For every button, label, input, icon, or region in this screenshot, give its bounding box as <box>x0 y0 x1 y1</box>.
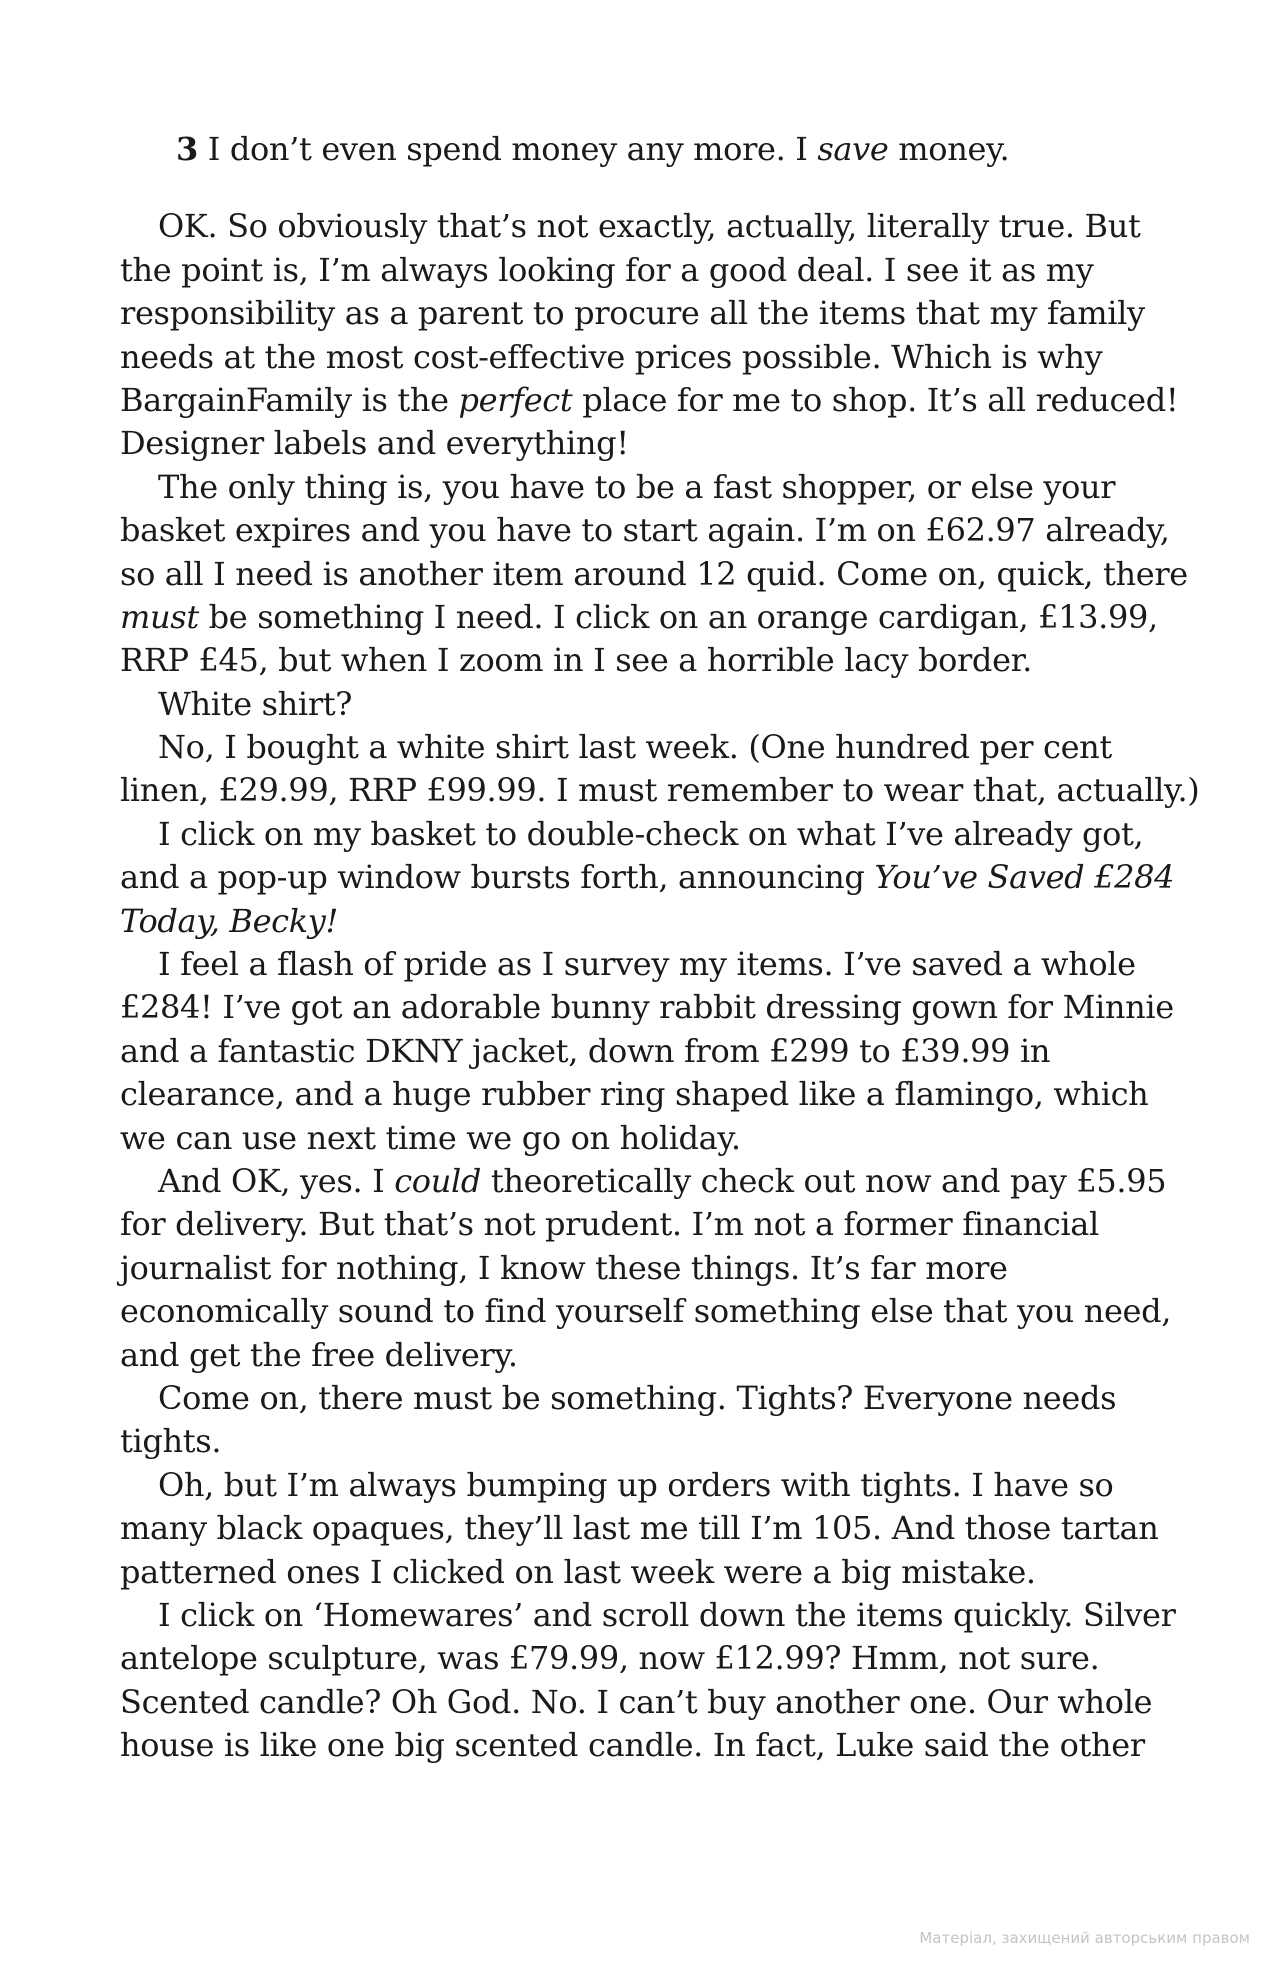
text-segment: Oh, but I’m always bumping up orders with tights. I have so <box>158 1465 1114 1504</box>
text-segment: Come on, there must be something. Tights? Everyone needs <box>158 1378 1117 1417</box>
text-line <box>120 1377 1150 1420</box>
text-line <box>120 856 1175 899</box>
text-segment: and a pop-up window bursts forth, announcing <box>120 858 875 897</box>
text-line <box>120 1594 1176 1637</box>
text-segment: many black opaques, they’ll last me till I’m 105. And those tartan <box>120 1509 1159 1548</box>
text-line <box>120 1507 1159 1550</box>
italic-text: must <box>120 597 199 636</box>
text-line <box>120 1203 1150 1246</box>
text-line <box>120 1030 1150 1073</box>
italic-text: perfect <box>458 380 573 419</box>
text-segment: The only thing is, you have to be a fast shopper, or else your <box>158 467 1116 506</box>
list-item-emphasis: save <box>817 130 889 168</box>
text-line <box>120 1247 1150 1290</box>
text-segment: RRP £45, but when I zoom in I see a horrible lacy border. <box>120 641 1032 680</box>
text-line <box>120 1551 1150 1594</box>
text-segment: I feel a flash of pride as I survey my items. I’ve saved a whole <box>158 945 1136 984</box>
text-line <box>120 205 1150 248</box>
list-item-text-before: I don’t even spend money any more. I <box>197 130 818 168</box>
italic-text: could <box>394 1161 481 1200</box>
text-line <box>120 1681 1153 1724</box>
text-segment: BargainFamily is the <box>120 380 459 419</box>
text-line <box>120 1464 1150 1507</box>
text-line <box>120 596 1158 639</box>
text-line <box>120 292 1150 335</box>
text-segment: place for me to shop. It’s all reduced! <box>572 380 1179 419</box>
text-segment: Scented candle? Oh God. No. I can’t buy another one. Our whole <box>120 1682 1153 1721</box>
text-line <box>120 1637 1150 1680</box>
numbered-list-item <box>120 128 1150 171</box>
text-line <box>120 422 1150 465</box>
text-segment: clearance, and a huge rubber ring shaped like a flamingo, which <box>120 1075 1149 1114</box>
text-line <box>120 1073 1150 1116</box>
book-page <box>120 128 1200 1767</box>
list-item-number: 3 <box>176 130 198 168</box>
text-line <box>120 1724 1150 1767</box>
italic-text: You’ve Saved £284 <box>874 858 1175 897</box>
text-line <box>120 509 1170 552</box>
list-item-text-after: money. <box>888 130 1010 168</box>
text-line <box>120 379 1179 422</box>
text-segment: White shirt? <box>158 684 353 723</box>
text-line <box>120 683 1150 726</box>
text-segment: be something I need. I click on an orange cardigan, £13.99, <box>198 597 1158 636</box>
text-segment: house is like one big scented candle. In fact, Luke said the other <box>120 1726 1145 1765</box>
text-line <box>120 986 1174 1029</box>
text-segment: I click on ‘Homewares’ and scroll down the items quickly. Silver <box>158 1595 1176 1634</box>
text-line <box>120 249 1150 292</box>
body-text <box>120 205 1200 1767</box>
text-segment: we can use next time we go on holiday. <box>120 1118 741 1157</box>
text-segment: tights. <box>120 1422 222 1461</box>
text-segment: for delivery. But that’s not prudent. I’m not a former financial <box>120 1205 1099 1244</box>
text-segment: No, I bought a white shirt last week. (One hundred per cent <box>158 728 1112 767</box>
text-line <box>120 1290 1172 1333</box>
text-segment: and a fantastic DKNY jacket, down from £299 to £39.99 in <box>120 1031 1051 1070</box>
text-segment: so all I need is another item around 12 quid. Come on, quick, there <box>120 554 1188 593</box>
text-segment: I click on my basket to double-check on what I’ve already got, <box>158 814 1144 853</box>
text-line <box>120 726 1150 769</box>
text-line <box>120 769 1200 812</box>
text-segment: economically sound to find yourself something else that you need, <box>120 1292 1172 1331</box>
text-segment: journalist for nothing, I know these things. It’s far more <box>120 1248 1008 1287</box>
text-segment: patterned ones I clicked on last week were a big mistake. <box>120 1552 1036 1591</box>
text-line <box>120 639 1150 682</box>
text-line <box>120 1117 1150 1160</box>
text-segment: linen, £29.99, RRP £99.99. I must remember to wear that, actually.) <box>120 771 1200 810</box>
text-line <box>120 1420 1150 1463</box>
text-segment: Designer labels and everything! <box>120 424 629 463</box>
text-segment: antelope sculpture, was £79.99, now £12.99? Hmm, not sure. <box>120 1639 1100 1678</box>
italic-text: Today, Becky! <box>120 901 339 940</box>
text-segment: responsibility as a parent to procure all the items that my family <box>120 294 1145 333</box>
text-segment: And OK, yes. I <box>158 1161 395 1200</box>
text-line <box>120 900 1150 943</box>
text-segment: OK. So obviously that’s not exactly, actually, literally true. But <box>158 207 1141 246</box>
text-segment: £284! I’ve got an adorable bunny rabbit dressing gown for Minnie <box>120 988 1174 1027</box>
text-line <box>120 813 1150 856</box>
text-line <box>120 1334 1150 1377</box>
copyright-watermark: Матеріал, захищений авторським правом <box>919 1929 1250 1947</box>
text-line <box>120 1160 1167 1203</box>
text-line <box>120 466 1150 509</box>
text-line <box>120 943 1150 986</box>
text-segment: theoretically check out now and pay £5.95 <box>481 1161 1167 1200</box>
text-line <box>120 553 1188 596</box>
text-segment: needs at the most cost-effective prices possible. Which is why <box>120 337 1103 376</box>
text-line <box>120 336 1150 379</box>
text-segment: the point is, I’m always looking for a good deal. I see it as my <box>120 250 1094 289</box>
text-segment: basket expires and you have to start again. I’m on £62.97 already, <box>120 511 1170 550</box>
text-segment: and get the free delivery. <box>120 1335 518 1374</box>
